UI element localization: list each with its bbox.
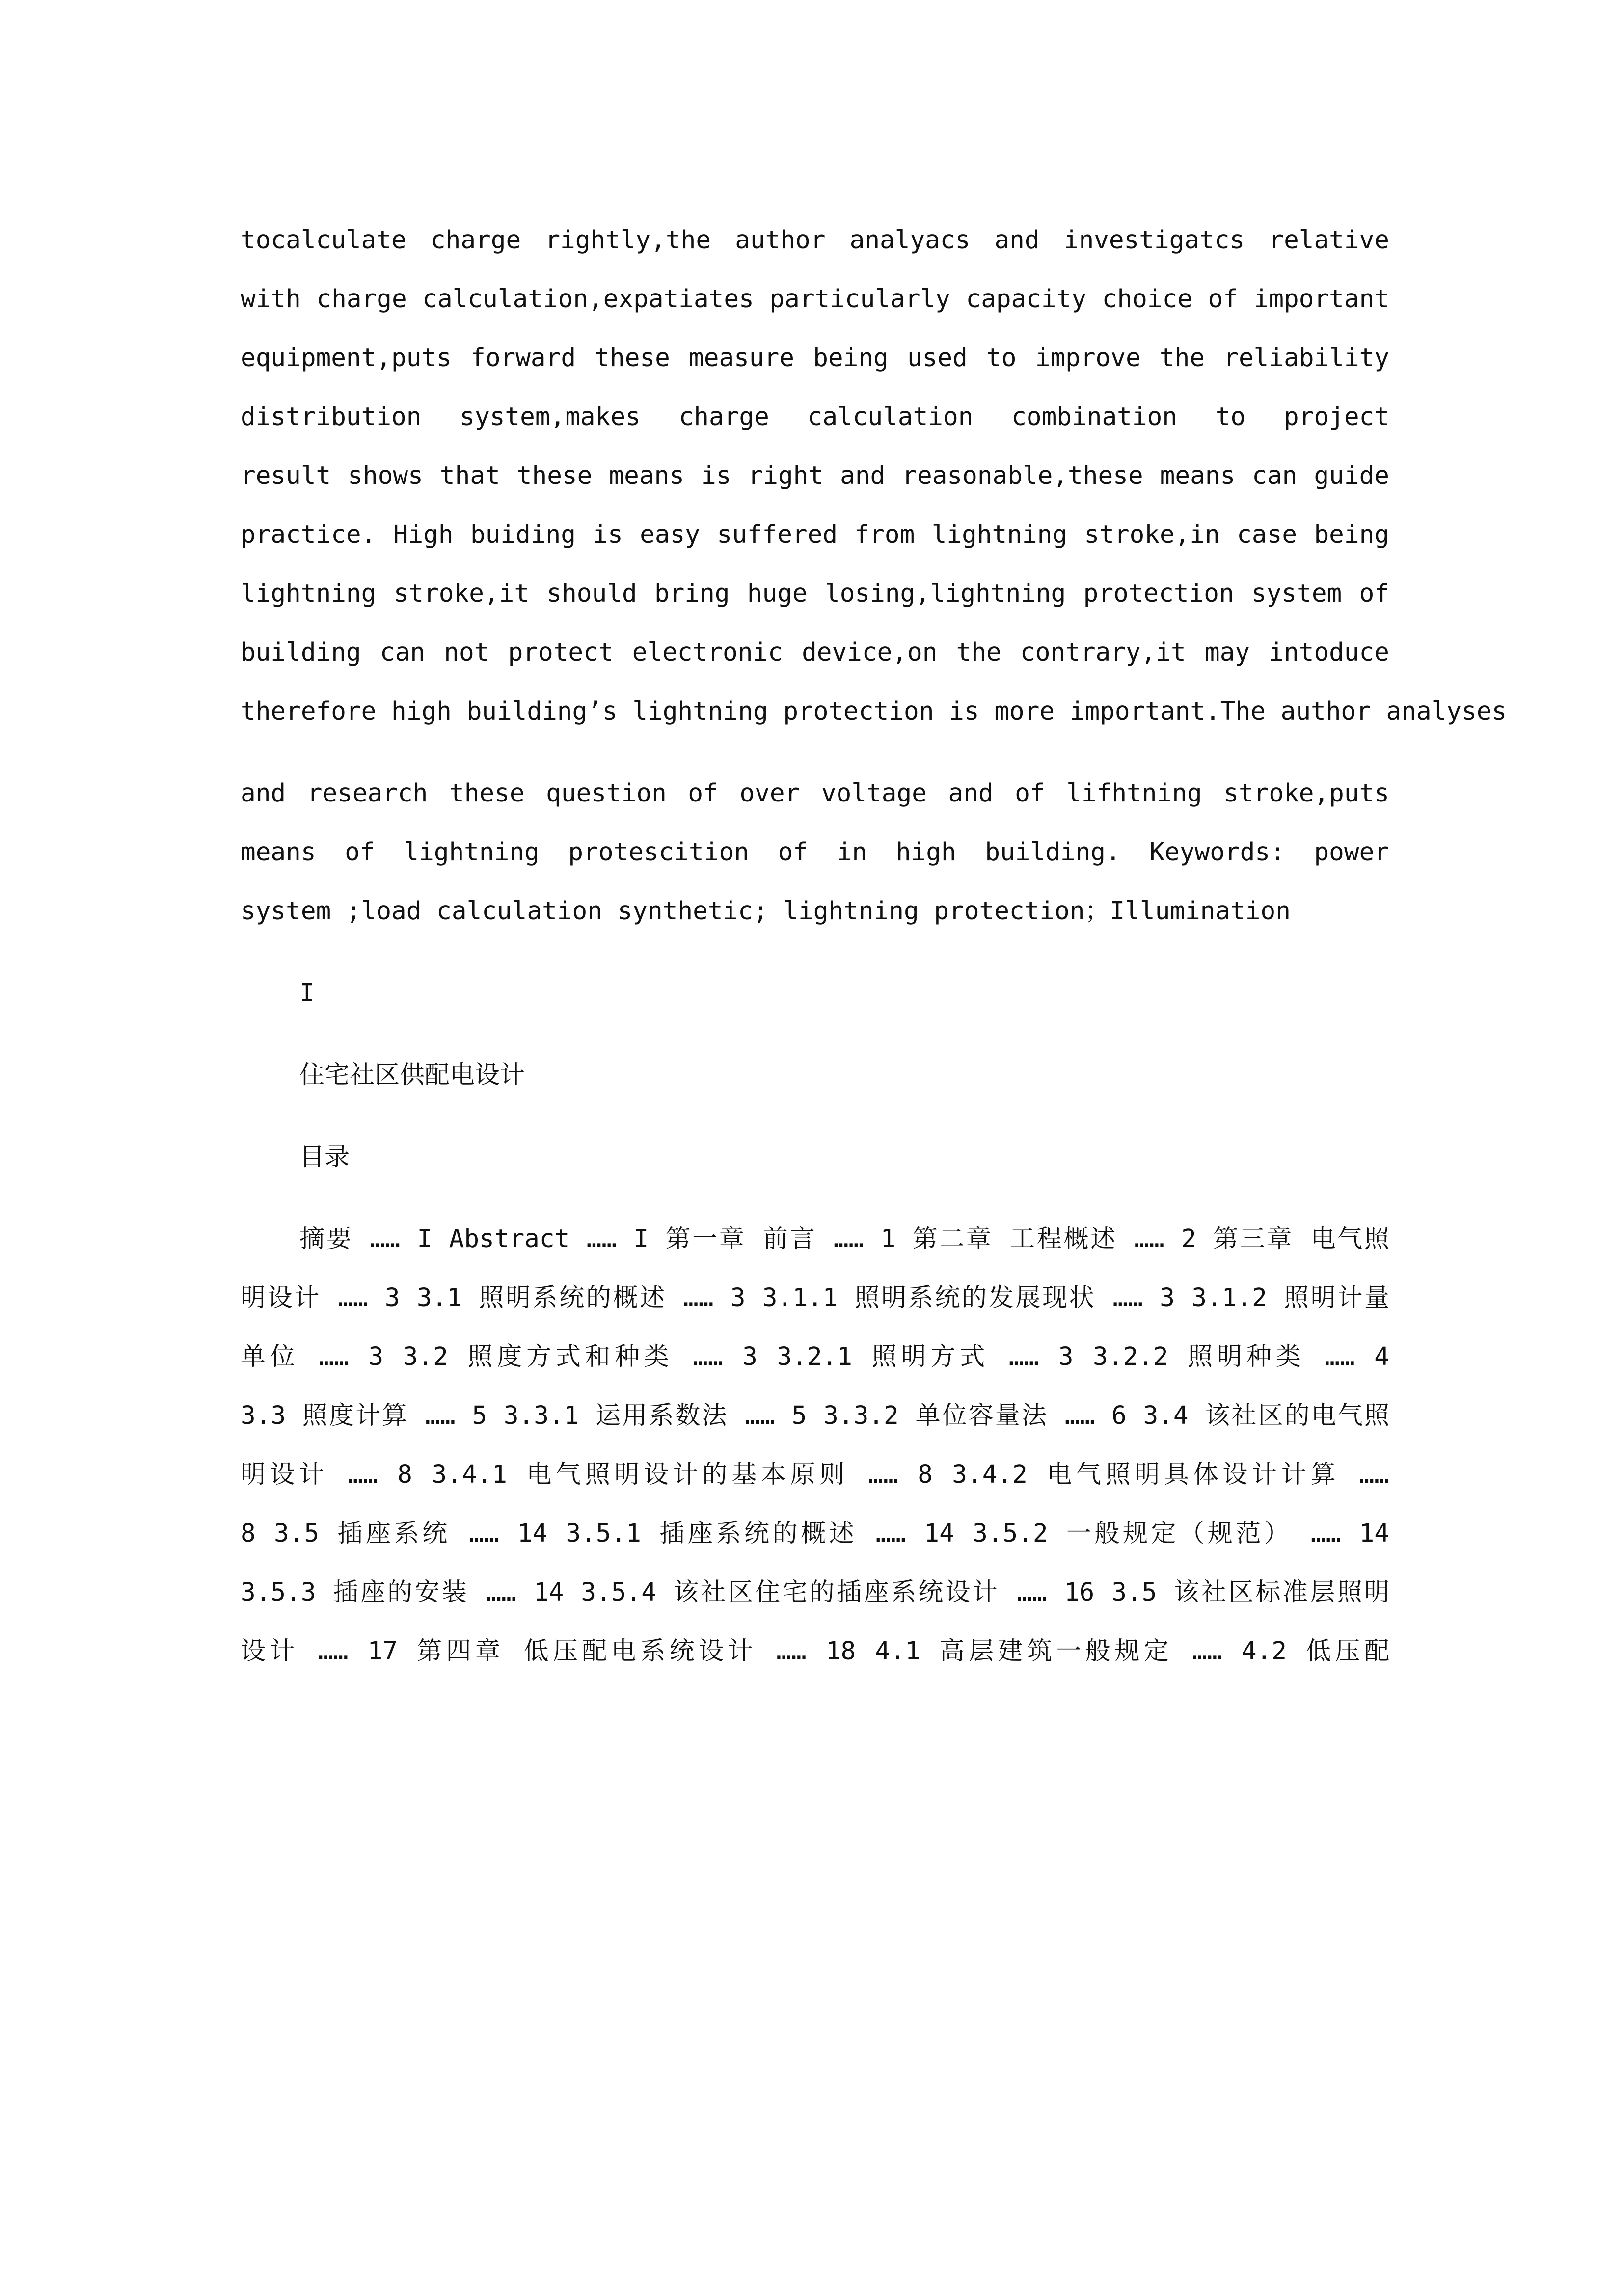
abstract-line: means of lightning protescition of in high building. Keywords: power (241, 838, 1389, 867)
document-page (241, 211, 1507, 1681)
toc-line: 8 3.5 插座系统 …… 14 3.5.1 插座系统的概述 …… 14 3.5.2 一般规定（规范） …… 14 (241, 1519, 1389, 1548)
toc-line: 摘要 …… I Abstract …… I 第一章 前言 …… 1 第二章 工程概述 …… 2 第三章 电气照 (299, 1225, 1389, 1254)
abstract-line: equipment,puts forward these measure being used to improve the reliability (241, 344, 1389, 373)
toc-line: 明设计 …… 8 3.4.1 电气照明设计的基本原则 …… 8 3.4.2 电气照明具体设计计算 …… (241, 1460, 1389, 1489)
abstract-line: lightning stroke,it should bring huge losing,lightning protection system of (241, 579, 1389, 608)
toc-line: 明设计 …… 3 3.1 照明系统的概述 …… 3 3.1.1 照明系统的发展现状 …… 3 3.1.2 照明计量 (241, 1283, 1389, 1312)
page-number: I (299, 979, 315, 1008)
document-title: 住宅社区供配电设计 (299, 1061, 525, 1090)
toc-line: 3.3 照度计算 …… 5 3.3.1 运用系数法 …… 5 3.3.2 单位容量法 …… 6 3.4 该社区的电气照 (241, 1401, 1389, 1430)
toc-line: 设计 …… 17 第四章 低压配电系统设计 …… 18 4.1 高层建筑一般规定 …… 4.2 低压配 (241, 1637, 1389, 1666)
toc-line: 单位 …… 3 3.2 照度方式和种类 …… 3 3.2.1 照明方式 …… 3 3.2.2 照明种类 …… 4 (241, 1342, 1389, 1371)
toc-heading: 目录 (299, 1143, 350, 1172)
abstract-paragraph (241, 211, 1507, 964)
abstract-line: tocalculate charge rightly,the author analyacs and investigatcs relative (241, 226, 1389, 255)
abstract-line: therefore high building’s lightning protection is more important.The author analyses (241, 697, 1507, 726)
abstract-line: practice. High buiding is easy suffered from lightning stroke,in case being (241, 520, 1389, 549)
abstract-line: and research these question of over voltage and of lifhtning stroke,puts (241, 779, 1389, 808)
abstract-line: building can not protect electronic device,on the contrary,it may intoduce (241, 638, 1389, 667)
table-of-contents (241, 1210, 1468, 1681)
abstract-line: with charge calculation,expatiates particularly capacity choice of important (241, 285, 1389, 314)
abstract-line: result shows that these means is right and reasonable,these means can guide (241, 461, 1389, 490)
abstract-line: system ;load calculation synthetic; lightning protection；Illumination (241, 897, 1291, 926)
toc-line: 3.5.3 插座的安装 …… 14 3.5.4 该社区住宅的插座系统设计 …… 16 3.5 该社区标准层照明 (241, 1578, 1389, 1607)
abstract-line: distribution system,makes charge calculation combination to project (241, 402, 1389, 431)
